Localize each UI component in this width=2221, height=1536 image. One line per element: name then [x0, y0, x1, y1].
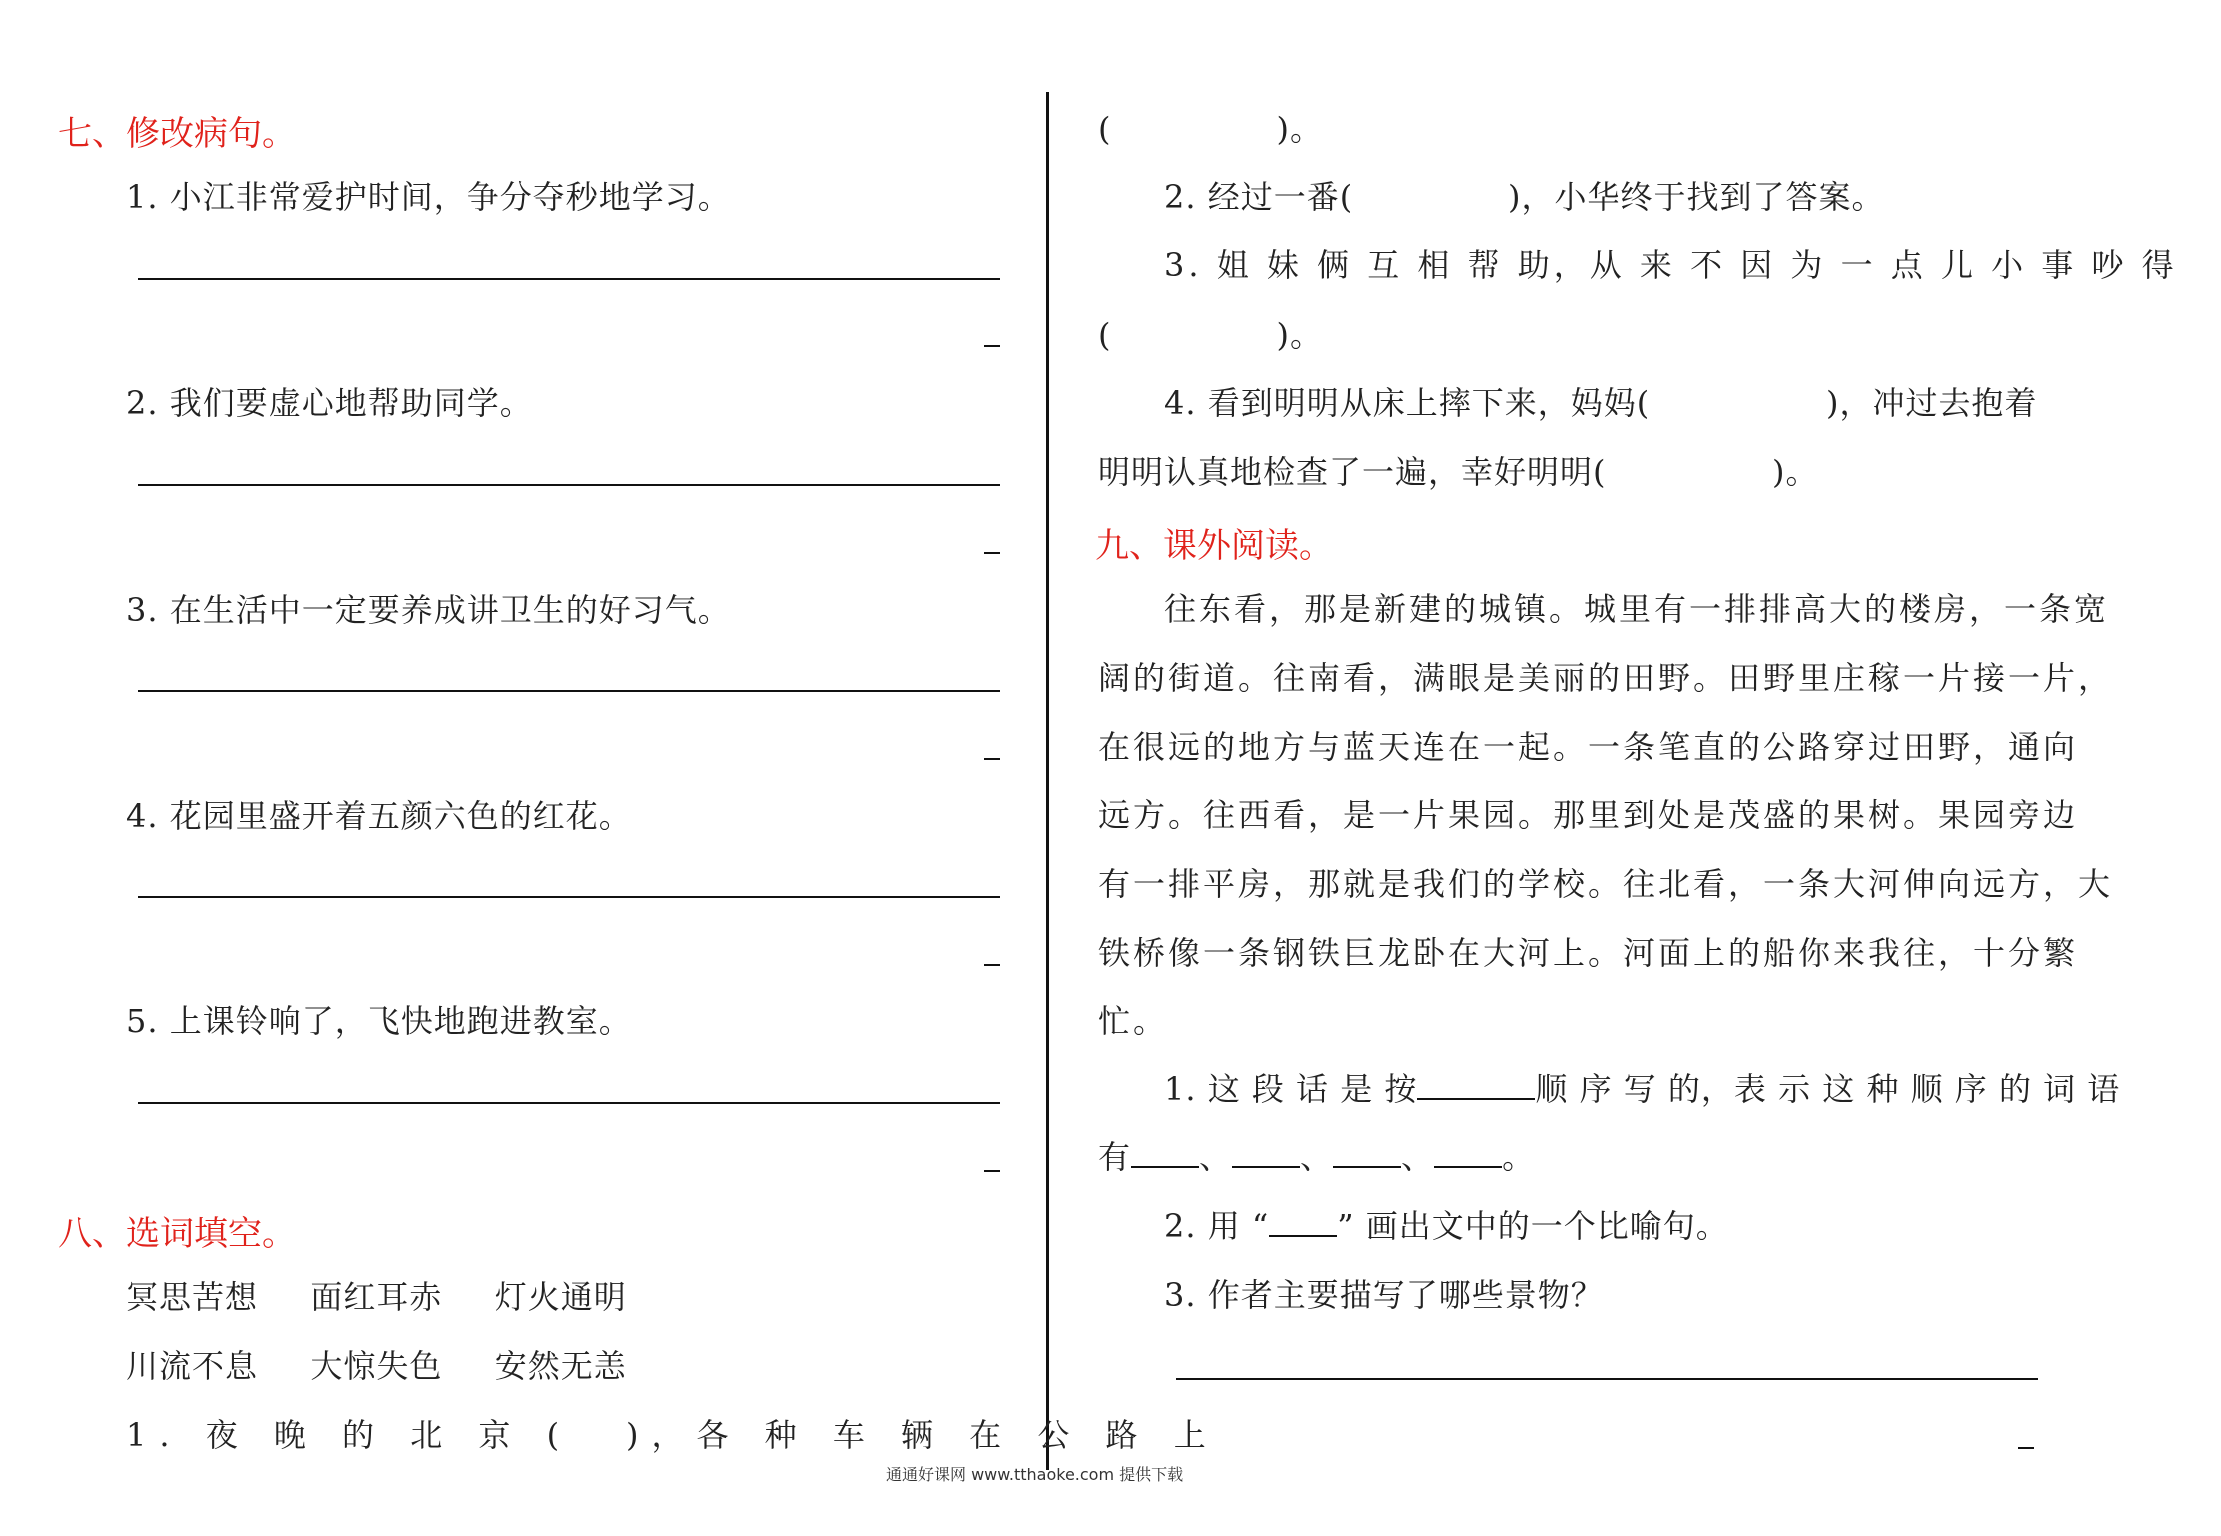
answer-line[interactable]: [138, 278, 1000, 280]
column-divider: [1046, 92, 1049, 1470]
answer-dash: [2018, 1447, 2034, 1449]
section8-heading: 八、选词填空。: [58, 1214, 296, 1254]
section7-item-1: 1. 小江非常爱护时间，争分夺秒地学习。: [126, 178, 731, 216]
fill-blank[interactable]: [1434, 1136, 1502, 1168]
answer-line[interactable]: [138, 896, 1000, 898]
section7-item-4: 4. 花园里盛开着五颜六色的红花。: [126, 797, 632, 835]
section7-item-2: 2. 我们要虚心地帮助同学。: [126, 384, 533, 422]
section8-item-3-line-1: 3. 姐 妹 俩 互 相 帮 助，从 来 不 因 为 一 点 儿 小 事 吵 得: [1164, 246, 2178, 284]
section7-item-3: 3. 在生活中一定要养成讲卫生的好习气。: [126, 591, 731, 629]
question-1-suffix: 顺 序 写 的，表 示 这 种 顺 序 的 词 语: [1535, 1070, 2121, 1108]
section8-item-1-continued: ( )。: [1098, 110, 1323, 148]
section8-item-4-line-2-end: )。: [1772, 453, 1819, 491]
word-bank-row-2: [126, 1341, 627, 1387]
passage-line: 有一排平房，那就是我们的学校。往北看，一条大河伸向远方，大: [1098, 865, 2114, 903]
word-option: 冥思苦想: [126, 1278, 259, 1316]
underline-sample: [1269, 1205, 1337, 1237]
passage-line: 忙。: [1098, 1002, 1169, 1040]
period: 。: [1502, 1138, 1536, 1176]
section8-item-2-start: 2. 经过一番(: [1164, 178, 1354, 216]
section7-heading: 七、修改病句。: [58, 114, 296, 154]
passage-line: 往东看，那是新建的城镇。城里有一排排高大的楼房，一条宽: [1164, 590, 2110, 628]
footer-credit: 通通好课网 www.tthaoke.com 提供下载: [886, 1465, 1184, 1484]
answer-dash: [984, 1170, 1000, 1172]
passage-line: 铁桥像一条钢铁巨龙卧在大河上。河面上的船你来我往，十分繁: [1098, 934, 2079, 972]
section8-item-1-end: )，各 种 车 辆 在 公 路 上: [626, 1416, 1219, 1454]
word-option: 川流不息: [126, 1347, 259, 1385]
fill-blank[interactable]: [1131, 1136, 1199, 1168]
separator: 、: [1401, 1138, 1435, 1176]
section7-item-5: 5. 上课铃响了，飞快地跑进教室。: [126, 1002, 632, 1040]
fill-blank[interactable]: [1232, 1136, 1300, 1168]
question-1-you: 有: [1098, 1138, 1132, 1176]
word-bank-row-1: [126, 1272, 627, 1318]
answer-dash: [984, 964, 1000, 966]
answer-dash: [984, 758, 1000, 760]
section8-item-2-end: )，小华终于找到了答案。: [1508, 178, 1885, 216]
word-option: 安然无恙: [494, 1347, 627, 1385]
word-option: 大惊失色: [310, 1347, 443, 1385]
fill-blank[interactable]: [1333, 1136, 1401, 1168]
question-2: [1164, 1201, 1729, 1247]
passage-line: 阔的街道。往南看，满眼是美丽的田野。田野里庄稼一片接一片，: [1098, 659, 2114, 697]
section8-item-3-line-2: ( )。: [1098, 316, 1323, 354]
question-2-prefix: 2. 用 “: [1164, 1207, 1270, 1245]
separator: 、: [1300, 1138, 1334, 1176]
answer-line[interactable]: [138, 484, 1000, 486]
answer-dash: [984, 552, 1000, 554]
question-1-line-1: [1164, 1064, 2120, 1110]
separator: 、: [1199, 1138, 1233, 1176]
question-3: 3. 作者主要描写了哪些景物？: [1164, 1276, 1604, 1314]
section9-heading: 九、课外阅读。: [1095, 526, 1333, 566]
fill-blank[interactable]: [1417, 1068, 1535, 1100]
passage-line: 在很远的地方与蓝天连在一起。一条笔直的公路穿过田野，通向: [1098, 728, 2079, 766]
section8-item-1-start: 1. 夜 晚 的 北 京 (: [126, 1416, 573, 1454]
passage-line: 远方。往西看，是一片果园。那里到处是茂盛的果树。果园旁边: [1098, 796, 2079, 834]
question-1-line-2: [1098, 1132, 1535, 1178]
question-2-suffix: ” 画出文中的一个比喻句。: [1337, 1207, 1729, 1245]
question-1-prefix: 1. 这 段 话 是 按: [1164, 1070, 1418, 1108]
word-option: 灯火通明: [494, 1278, 627, 1316]
answer-line[interactable]: [1176, 1378, 2038, 1380]
section8-item-4-line-1-end: )，冲过去抱着: [1826, 384, 2038, 422]
answer-line[interactable]: [138, 690, 1000, 692]
section8-item-4-line-2-start: 明明认真地检查了一遍，幸好明明(: [1098, 453, 1607, 491]
answer-dash: [984, 345, 1000, 347]
answer-line[interactable]: [138, 1102, 1000, 1104]
word-option: 面红耳赤: [310, 1278, 443, 1316]
section8-item-4-line-1-start: 4. 看到明明从床上摔下来，妈妈(: [1164, 384, 1651, 422]
